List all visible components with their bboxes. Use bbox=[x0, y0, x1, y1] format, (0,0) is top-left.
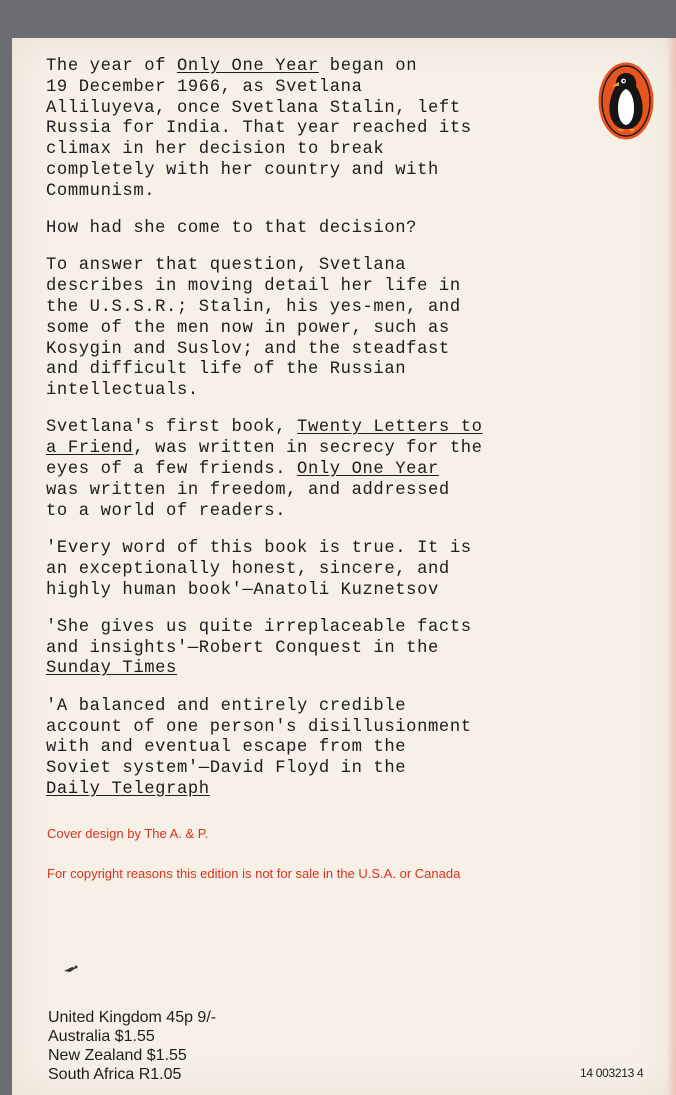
blurb-paragraph-2: How had she come to that decision? bbox=[46, 219, 418, 239]
price-australia: Australia $1.55 bbox=[48, 1028, 155, 1045]
review-quote-conquest: 'She gives us quite irreplaceable facts and insights'—Robert Conquest in the Sunday Times bbox=[46, 617, 472, 679]
blurb-paragraph-1: The year of Only One Year began on 19 December 1966, as Svetlana Alliluyeva, once Svetlana Stalin, left Russia for India. That year reached its climax in her decision to break completely with her country and with Communism. bbox=[46, 57, 472, 201]
price-list bbox=[48, 1008, 216, 1084]
price-new-zealand: New Zealand $1.55 bbox=[48, 1047, 187, 1064]
review-quote-floyd: 'A balanced and entirely credible account of one person's disillusionment with and eventual escape from the Soviet system'—David Floyd in the Daily Telegraph bbox=[46, 696, 472, 799]
price-south-africa: South Africa R1.05 bbox=[48, 1066, 182, 1083]
review-source: Sunday Times bbox=[46, 659, 177, 679]
penguin-logo-icon bbox=[597, 61, 655, 141]
book-title: Only One Year bbox=[297, 460, 439, 480]
blurb-paragraph-3: To answer that question, Svetlana describes in moving detail her life in the U.S.S.R.; Stalin, his yes-men, and some of the men now in power, such as Kosygin and Suslov; and the steadfast and difficult life of the Russian intellectuals. bbox=[46, 256, 461, 401]
review-quote-kuznetsov: 'Every word of this book is true. It is an exceptionally honest, sincere, and highly human book'—Anatoli Kuznetsov bbox=[46, 538, 472, 600]
first-book-title: Twenty Letters to a Friend bbox=[46, 418, 483, 459]
blurb-text bbox=[46, 57, 646, 817]
book-title: Only One Year bbox=[176, 57, 319, 76]
cover-design-credit: Cover design by The A. & P. bbox=[47, 826, 209, 841]
copyright-notice: For copyright reasons this edition is not for sale in the U.S.A. or Canada bbox=[47, 866, 461, 881]
review-source: Daily Telegraph bbox=[46, 779, 210, 799]
isbn-number: 14 003213 4 bbox=[580, 1066, 644, 1080]
blurb-paragraph-4: Svetlana's first book, Twenty Letters to a Friend, was written in secrecy for the eyes of a few friends. Only One Year was written in freedom, and addressed to a world of readers. bbox=[46, 418, 483, 521]
price-uk: United Kingdom 45p 9/- bbox=[48, 1009, 217, 1026]
scuff-mark bbox=[62, 962, 82, 976]
